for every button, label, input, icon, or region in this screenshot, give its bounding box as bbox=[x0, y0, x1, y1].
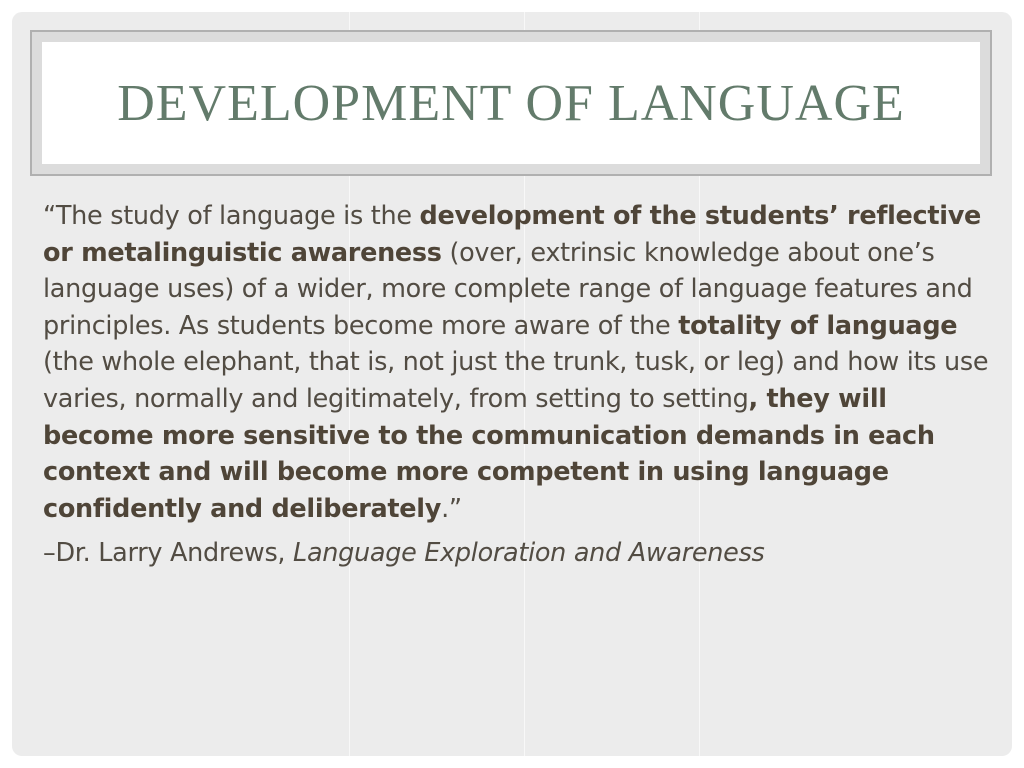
quote-emphasis: development of the students’ reflective or metalinguistic awareness bbox=[43, 201, 982, 268]
slide-title: DEVELOPMENT OF LANGUAGE bbox=[117, 74, 905, 132]
quote-text: “The study of language is the bbox=[43, 201, 420, 231]
attribution-work: Language Exploration and Awareness bbox=[293, 538, 765, 569]
attribution-author: –Dr. Larry Andrews, bbox=[43, 538, 294, 569]
quote-text: .” bbox=[441, 493, 462, 524]
quote-emphasis: totality of language bbox=[678, 310, 958, 341]
quote-emphasis: , they will become more sensitive to the communication demands in each context and will become more competent in using language confidently and deliberately bbox=[43, 383, 935, 524]
slide-body bbox=[43, 198, 993, 572]
quote-text: (over, extrinsic knowledge about one’s language uses) of a wider, more complete range of language features and principles. As students become more aware of the bbox=[43, 237, 973, 341]
quote-paragraph bbox=[43, 198, 993, 527]
title-box bbox=[42, 42, 980, 164]
attribution bbox=[43, 535, 993, 572]
title-frame bbox=[30, 30, 992, 176]
slide bbox=[12, 12, 1012, 756]
quote-text: (the whole elephant, that is, not just the trunk, tusk, or leg) and how its use varies, normally and legitimately, from setting to setting bbox=[43, 347, 989, 414]
